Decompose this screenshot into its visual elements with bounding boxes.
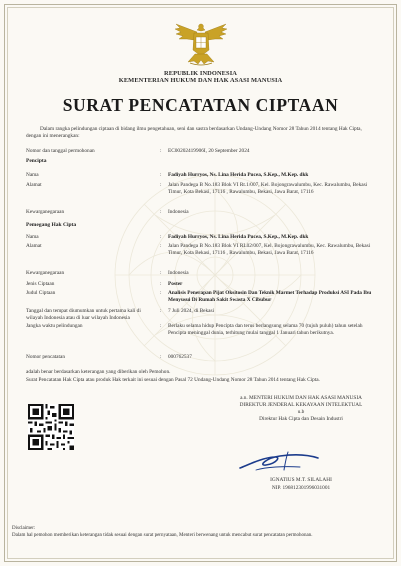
intro-paragraph: Dalam rangka pelindungan ciptaan di bidang ilmu pengetahuan, seni dan sastra berdasarkan Undang-Undang Nomor 28 Tahun 2014 tentang Hak Cipta, dengan ini menerangkan: bbox=[26, 126, 362, 139]
application-value: EC00202419906I, 20 September 2024 bbox=[168, 148, 250, 154]
signatory-ub: u.b bbox=[297, 409, 305, 415]
qr-code-icon bbox=[28, 404, 74, 450]
holder-address-label: Alamat bbox=[26, 243, 42, 249]
signatory-nip: NIP. 196812301996031001 bbox=[271, 485, 331, 491]
creator-nationality-label: Kewarganegaraan bbox=[26, 209, 65, 215]
creator-nationality: Indonesia bbox=[168, 209, 189, 215]
colon: : bbox=[160, 270, 162, 276]
work-type: Poster bbox=[168, 281, 183, 287]
signatory-name: IGNATIUS M.T. SILALAHI bbox=[270, 477, 332, 483]
colon: : bbox=[160, 354, 162, 360]
header-republic: REPUBLIK INDONESIA bbox=[164, 70, 237, 77]
application-label: Nomor dan tanggal permohonan bbox=[26, 148, 95, 154]
colon: : bbox=[160, 281, 162, 287]
colon: : bbox=[160, 209, 162, 215]
creator-heading: Pencipta bbox=[26, 158, 47, 164]
holder-name-label: Nama bbox=[26, 234, 39, 240]
colon: : bbox=[160, 182, 162, 188]
closing-statement: adalah benar berdasarkan keterangan yang diberikan oleh Pemohon. bbox=[26, 369, 171, 375]
work-period-label: Jangka waktu pelindungan bbox=[26, 323, 83, 329]
signatory-position: Direktur Hak Cipta dan Desain Industri bbox=[259, 416, 343, 422]
work-title: Analisis Penerapan Pijat Oksitosin Dan Teknik Marmet Terhadap Produksi ASI Pada Ibu Menyusui Di Rumah Sakit Swasta X Cibubur bbox=[168, 290, 372, 303]
closing-legal-basis: Surat Pencatatan Hak Cipta atau produk Hak terkait ini sesuai dengan Pasal 72 Undang-Undang Nomor 28 Tahun 2014 tentang Hak Cipta. bbox=[26, 377, 320, 383]
signatory-on-behalf: a.n. MENTERI HUKUM DAN HAK ASASI MANUSIA bbox=[240, 395, 362, 401]
handwritten-signature-icon bbox=[236, 446, 322, 476]
colon: : bbox=[160, 323, 162, 329]
holder-nationality-label: Kewarganegaraan bbox=[26, 270, 65, 276]
work-title-label: Judul Ciptaan bbox=[26, 290, 56, 296]
creator-address-label: Alamat bbox=[26, 182, 42, 188]
colon: : bbox=[160, 172, 162, 178]
colon: : bbox=[160, 308, 162, 314]
colon: : bbox=[160, 243, 162, 249]
garuda-emblem-icon bbox=[172, 18, 230, 68]
work-date-label: Tanggal dan tempat diumumkan untuk pertama kali di wilayah Indonesia atau di luar wilayah Indonesia bbox=[26, 308, 141, 321]
record-label: Nomor pencatatan bbox=[26, 354, 65, 360]
work-date: 7 Juli 2024, di Bekasi bbox=[168, 308, 215, 314]
holder-heading: Pemegang Hak Cipta bbox=[26, 222, 77, 228]
disclaimer-text: Dalam hal pemohon memberikan keterangan tidak sesuai dengan surat pernyataan, Menteri berwenang untuk mencabut surat pencatatan permohonan. bbox=[12, 533, 313, 538]
colon: : bbox=[160, 290, 162, 296]
creator-address: Jalan Pandega B No.183 Blok VI Rt.1/007, Kel. Bojongrawalumbu, Kec. Rawalumbu, Bekasi Timur, Kota Bekasi, 17116 , Rawalumbu, Bekasi, Jawa Barat, 17116 bbox=[168, 182, 368, 195]
disclaimer-heading: Disclaimer: bbox=[12, 526, 36, 531]
holder-name: Fadiyah Hurryos, Ns. Lina Herida Pucea, S.Kep., M.Kep. dkk bbox=[168, 234, 309, 240]
header-ministry: KEMENTERIAN HUKUM DAN HAK ASASI MANUSIA bbox=[118, 77, 283, 84]
colon: : bbox=[160, 234, 162, 240]
record-number: 000762537 bbox=[168, 354, 192, 360]
work-period: Berlaku selama hidup Pencipta dan terus berlangsung selama 70 (tujuh puluh) tahun setelah Pencipta meninggal dunia, terhitung mulai tanggal 1 Januari tahun berikutnya. bbox=[168, 323, 363, 336]
creator-name: Fadiyah Hurryos, Ns. Lina Herida Pucea, S.Kep., M.Kep. dkk bbox=[168, 172, 309, 178]
colon: : bbox=[160, 148, 162, 154]
work-type-label: Jenis Ciptaan bbox=[26, 281, 55, 287]
holder-nationality: Indonesia bbox=[168, 270, 189, 276]
signatory-directorate: DIREKTUR JENDERAL KEKAYAAN INTELEKTUAL bbox=[239, 402, 363, 408]
creator-name-label: Nama bbox=[26, 172, 39, 178]
document-title: SURAT PENCATATAN CIPTAAN bbox=[62, 95, 339, 115]
holder-address: Jalan Pandega B No.183 Blok VI RL02/007, Kel. Bojongrawalumbu, Kec. Rawalumbu, Bekasi Timur, Kota Bekasi, 17116 , Rawalumbu, Bekasi, Jawa Barat, 17116 bbox=[168, 243, 371, 256]
